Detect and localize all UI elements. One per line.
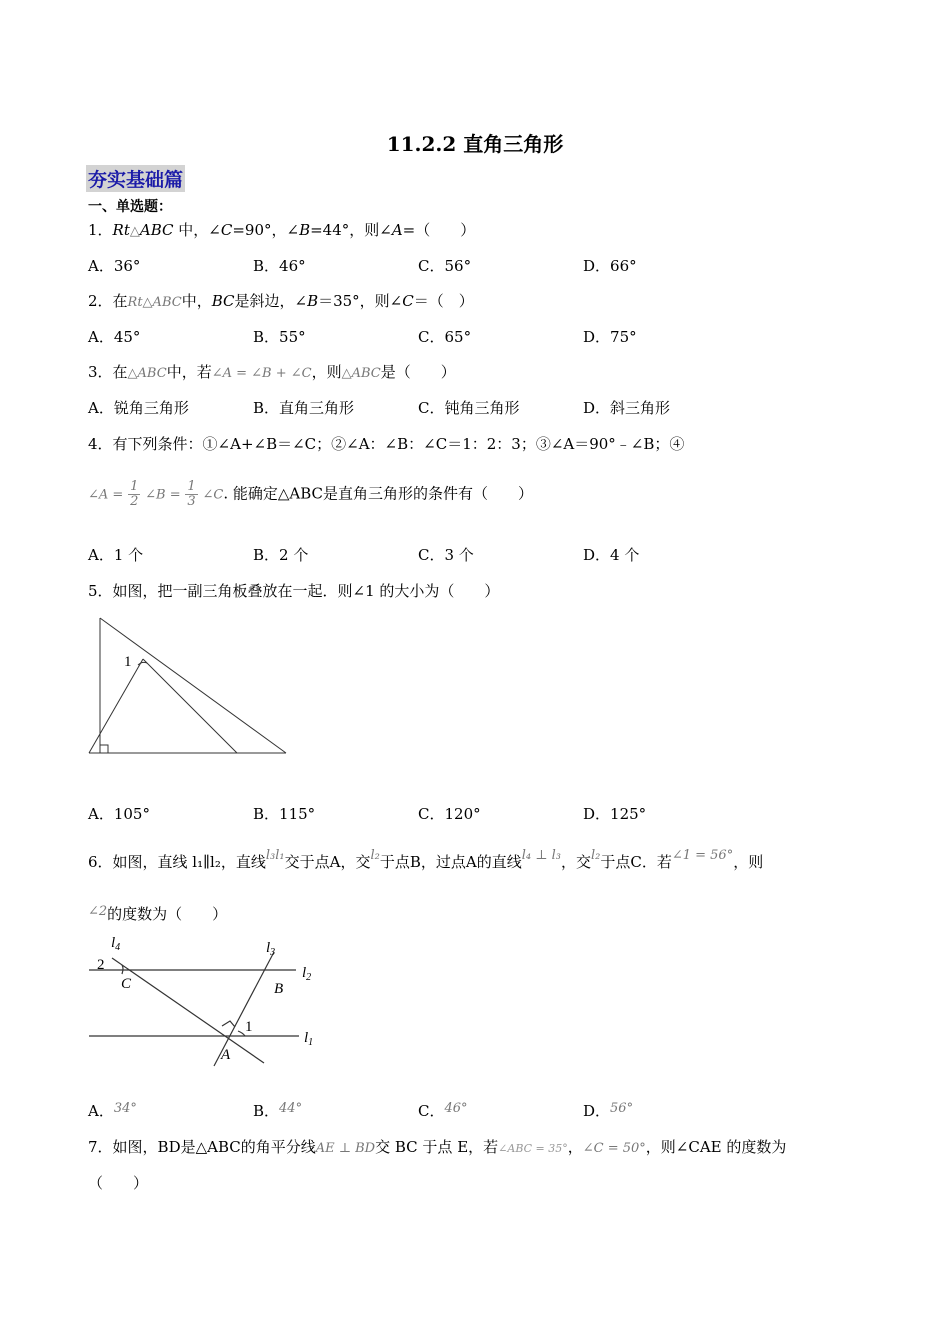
q3-option-d: D．斜三角形 [583, 399, 671, 417]
question-4-line-1: 4．有下列条件：①∠A+∠B＝∠C；②∠A：∠B：∠C＝1：2：3；③∠A＝90°﹣∠B；④ [88, 435, 685, 453]
right-angle-mark [100, 745, 108, 753]
q3-option-b: B．直角三角形 [253, 399, 355, 417]
q2-option-a: A．45° [88, 328, 141, 346]
label-point-a: A [221, 1047, 231, 1063]
q6-option-c: C．46° [418, 1101, 468, 1120]
question-7-line-2: （ ） [88, 1174, 149, 1192]
label-angle-2: 2 [97, 957, 105, 973]
question-4-line-2: ∠A = $\frac{1}{2}$ ∠B = $\frac{1}{3}$ ∠C. 能确定△ABC是直角三角形的条件有（ ） [88, 479, 534, 509]
label-point-b: B [274, 981, 284, 997]
page-title: 11.2.2 直角三角形 [386, 132, 564, 156]
label-l4: $l_4$ [111, 935, 121, 953]
question-2: 2．在Rt△ABC中，BC是斜边，∠B＝35°，则∠C＝（ ） [88, 292, 474, 310]
question-1: 1．Rt△ABC 中，∠C=90°，∠B=44°，则∠A=（ ） [88, 221, 476, 239]
q5-option-d: D．125° [583, 805, 647, 823]
label-l3: $l_3$ [266, 940, 276, 958]
line-l4 [112, 958, 264, 1063]
section-heading: 夯实基础篇 [86, 165, 185, 192]
q5-option-c: C．120° [418, 805, 481, 823]
q4-option-a: A．1 个 [88, 546, 144, 564]
question-5: 5．如图，把一副三角板叠放在一起．则∠1 的大小为（ ） [88, 582, 500, 600]
q2-option-c: C．65° [418, 328, 472, 346]
q6-option-a: A．34° [88, 1101, 137, 1120]
q4-option-d: D．4 个 [583, 546, 640, 564]
q3-option-a: A．锐角三角形 [88, 399, 189, 417]
q6-option-d: D．56° [583, 1101, 634, 1120]
fraction-one-third: $\frac{1}{3}$ [187, 479, 196, 509]
q1-option-c: C．56° [418, 257, 472, 275]
question-3: 3．在△ABC中，若∠A = ∠B + ∠C，则△ABC是（ ） [88, 363, 456, 381]
q1-option-a: A．36° [88, 257, 141, 275]
figure-triangle-rulers [86, 614, 291, 759]
question-6-line-2: ∠2的度数为（ ） [88, 904, 228, 923]
label-l2: $l_2$ [302, 965, 312, 983]
q4-option-b: B．2 个 [253, 546, 309, 564]
q2-option-b: B．55° [253, 328, 306, 346]
q1-option-d: D．66° [583, 257, 637, 275]
subsection-heading: 一、单选题： [88, 199, 172, 215]
q6-option-b: B．44° [253, 1101, 303, 1120]
angle-1-arc [238, 1031, 245, 1036]
angle-1-label: 1 [124, 654, 132, 670]
ruler2-left-edge [89, 659, 143, 753]
question-6-line-1: 6．如图，直线 l₁∥l₂，直线l₃l₁交于点A，交l₂于点B，过点A的直线l₄ ⊥ l₃，交l₂于点C．若∠1 = 56°，则 [88, 848, 764, 871]
label-l1: $l_1$ [304, 1030, 314, 1048]
q1-option-b: B．46° [253, 257, 306, 275]
fraction-one-half: $\frac{1}{2}$ [130, 479, 139, 509]
label-angle-1: 1 [245, 1019, 253, 1035]
right-angle-mark [222, 1021, 235, 1027]
q2-option-d: D．75° [583, 328, 637, 346]
q5-option-a: A．105° [88, 805, 150, 823]
ruler2-right-edge [143, 659, 237, 753]
q4-option-c: C．3 个 [418, 546, 474, 564]
q3-option-c: C．钝角三角形 [418, 399, 520, 417]
question-7-line-1: 7．如图，BD是△ABC的角平分线AE ⊥ BD交 BC 于点 E，若∠ABC = 35°，∠C = 50°，则∠CAE 的度数为 [88, 1138, 787, 1156]
figure-parallel-lines [84, 932, 324, 1072]
q5-option-b: B．115° [253, 805, 316, 823]
label-point-c: C [121, 976, 132, 992]
